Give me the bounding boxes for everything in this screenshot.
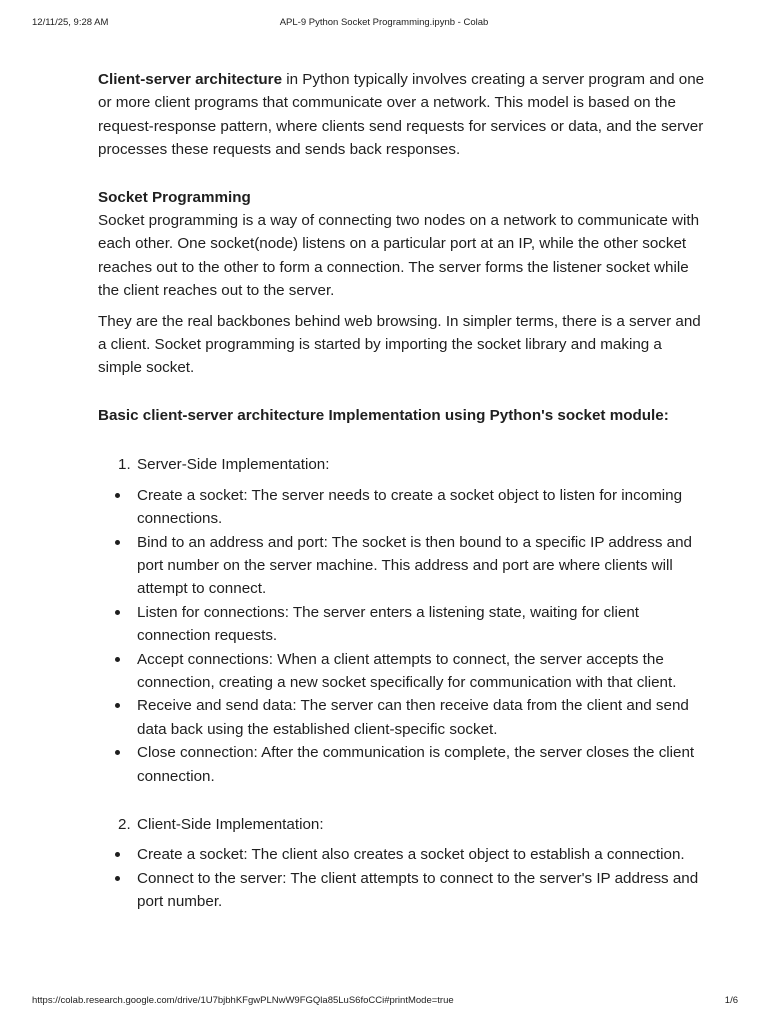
bullet-icon	[115, 750, 120, 755]
step-title: Server-Side Implementation:	[137, 456, 330, 474]
basic-implementation-heading: Basic client-server architecture Implementation using Python's socket module:	[98, 406, 669, 424]
list-item	[137, 867, 708, 914]
print-url: https://colab.research.google.com/drive/1U7bjbhKFgwPLNwW9FGQla85LuS6foCCi#printMode=true	[32, 995, 454, 1006]
list-item-text: Create a socket: The client also creates a socket object to establish a connection.	[137, 846, 685, 864]
bullet-icon	[115, 852, 120, 857]
list-item-text: Create a socket: The server needs to create a socket object to listen for incoming connections.	[137, 486, 683, 528]
list-item	[137, 601, 708, 648]
step-title: Client-Side Implementation:	[137, 815, 324, 833]
list-item	[137, 843, 708, 866]
list-item-text: Close connection: After the communication is complete, the server closes the client connection.	[137, 744, 695, 785]
bullet-icon	[115, 493, 120, 498]
list-item	[137, 741, 708, 788]
server-side-step	[98, 453, 708, 476]
list-item-text: Connect to the server: The client attempts to connect to the server's IP address and port number.	[137, 869, 699, 911]
implementation-steps-continued	[98, 813, 708, 836]
list-item-text: Listen for connections: The server enters a listening state, waiting for client connection requests.	[137, 603, 640, 645]
bullet-icon	[115, 657, 120, 662]
step-number: 1.	[118, 456, 131, 474]
list-item	[137, 531, 708, 601]
list-item-text: Accept connections: When a client attempts to connect, the server accepts the connection, creating a new socket specifically for communication with that client.	[137, 650, 677, 691]
print-title: APL-9 Python Socket Programming.ipynb - Colab	[279, 17, 489, 28]
socket-programming-paragraph-2: They are the real backbones behind web browsing. In simpler terms, there is a server and a client. Socket programming is started by importing the socket library and making a simple socket.	[98, 312, 701, 377]
implementation-steps	[98, 453, 708, 476]
list-item	[137, 648, 708, 695]
bullet-icon	[115, 703, 120, 708]
notebook-content	[98, 68, 708, 914]
step-number: 2.	[118, 815, 131, 833]
list-item-text: Receive and send data: The server can then receive data from the client and send data back using the established client-specific socket.	[137, 697, 689, 738]
intro-text: in Python typically involves creating a server program and one or more client programs that communicate over a network. This model is based on the request-response pattern, where clients send requests for services or data, and the server processes these requests and sends back responses.	[98, 71, 705, 159]
intro-paragraph	[98, 68, 708, 162]
intro-bold-term: Client-server architecture	[98, 71, 283, 88]
list-item	[137, 484, 708, 531]
socket-programming-paragraph-1: Socket programming is a way of connecting two nodes on a network to communicate with each other. One socket(node) listens on a particular port at an IP, while the other socket reaches out to the other to form a connection. The server forms the listener socket while the client reaches out to the server.	[98, 212, 700, 300]
server-side-bullets	[98, 484, 708, 788]
list-item	[137, 694, 708, 741]
socket-programming-heading: Socket Programming	[98, 188, 251, 206]
bullet-icon	[115, 876, 120, 881]
client-side-bullets	[98, 843, 708, 913]
print-datetime: 12/11/25, 9:28 AM	[32, 17, 109, 28]
client-side-step	[98, 813, 708, 836]
bullet-icon	[115, 610, 120, 615]
list-item-text: Bind to an address and port: The socket is then bound to a specific IP address and port number on the server machine. This address and port are where clients will attempt to connect.	[137, 533, 692, 598]
bullet-icon	[115, 540, 120, 545]
print-page-number: 1/6	[724, 995, 738, 1006]
